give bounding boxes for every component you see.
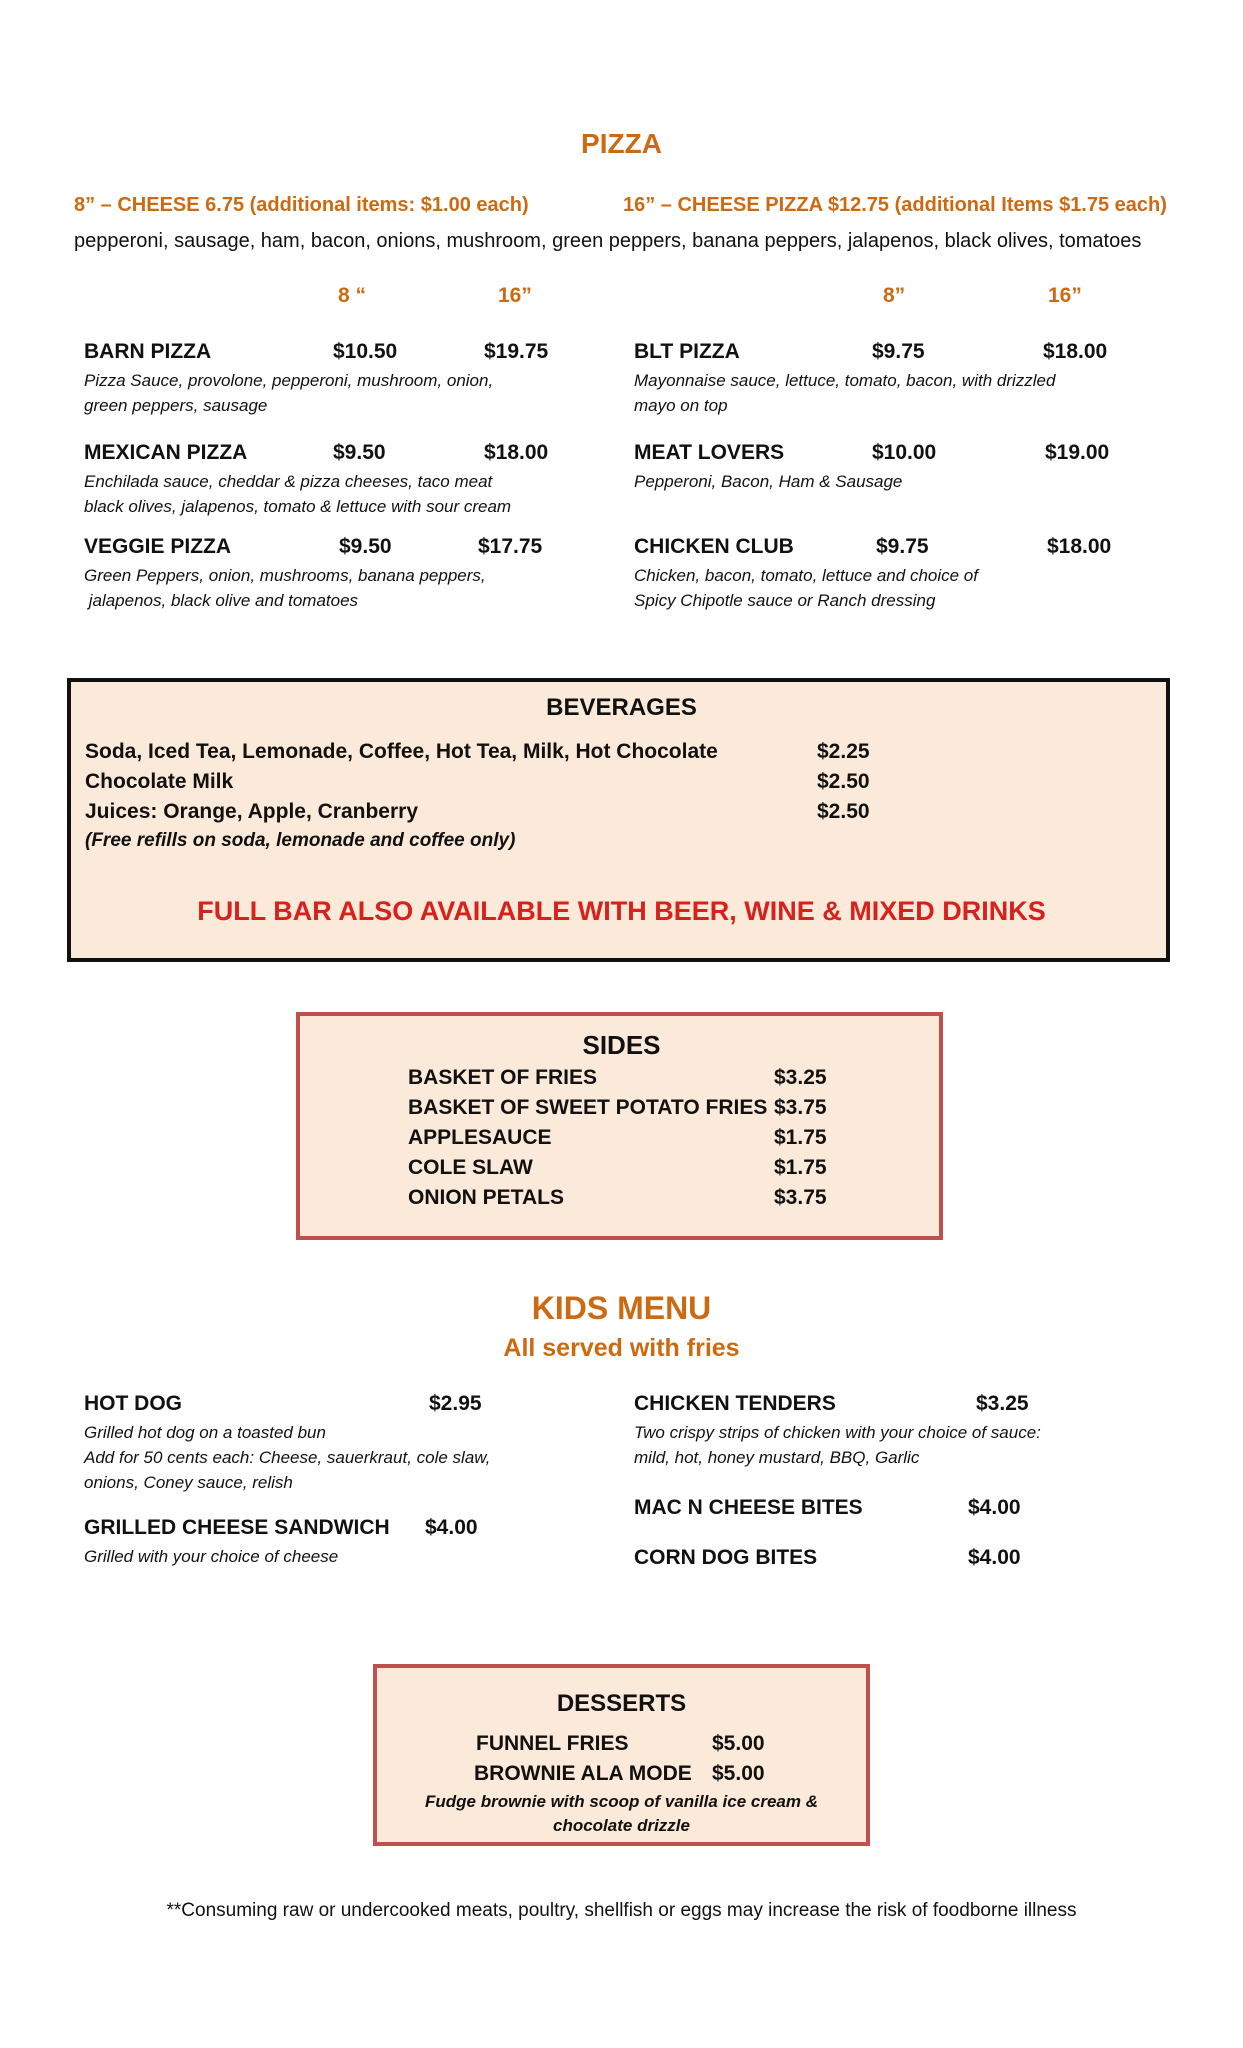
side-item: APPLESAUCE xyxy=(408,1126,552,1149)
dessert-price: $5.00 xyxy=(712,1762,765,1785)
pizza-desc-line1: Pizza Sauce, provolone, pepperoni, mushroom, onion, xyxy=(84,371,494,390)
beverage-price: $2.50 xyxy=(817,800,870,823)
pizza-desc-line1: Mayonnaise sauce, lettuce, tomato, bacon, with drizzled xyxy=(634,371,1056,390)
left-header-16: 16” xyxy=(498,284,532,307)
beverage-item: Soda, Iced Tea, Lemonade, Coffee, Hot Tea, Milk, Hot Chocolate xyxy=(85,740,718,763)
kids-item-desc: Add for 50 cents each: Cheese, sauerkraut, cole slaw, xyxy=(84,1448,491,1467)
pizza-8-inch-pricing: 8” – CHEESE 6.75 (additional items: $1.00 each) xyxy=(74,194,529,216)
pizza-price-16: $18.00 xyxy=(484,441,549,464)
dessert-item: FUNNEL FRIES xyxy=(476,1732,629,1755)
pizza-price-16: $18.00 xyxy=(1047,535,1112,558)
dessert-item: BROWNIE ALA MODE xyxy=(474,1762,692,1785)
pizza-price-16: $19.75 xyxy=(484,340,549,363)
pizza-desc-line1: Green Peppers, onion, mushrooms, banana peppers, xyxy=(84,566,486,585)
pizza-desc-line2: mayo on top xyxy=(634,396,728,415)
food-safety-disclaimer: **Consuming raw or undercooked meats, poultry, shellfish or eggs may increase the risk of foodborne illness xyxy=(166,1900,1077,1921)
side-item: ONION PETALS xyxy=(408,1186,564,1209)
pizza-item-name: CHICKEN CLUB xyxy=(634,535,794,558)
left-header-8: 8 “ xyxy=(338,284,367,307)
dessert-desc-line1: Fudge brownie with scoop of vanilla ice cream & xyxy=(425,1792,818,1811)
pizza-desc-line2: Spicy Chipotle sauce or Ranch dressing xyxy=(634,591,936,610)
side-item: COLE SLAW xyxy=(408,1156,533,1179)
side-price: $3.75 xyxy=(774,1186,827,1209)
pizza-desc-line2: black olives, jalapenos, tomato & lettuce with sour cream xyxy=(84,497,512,516)
pizza-toppings-list: pepperoni, sausage, ham, bacon, onions, mushroom, green peppers, banana peppers, jalapenos, black olives, tomatoes xyxy=(74,230,1142,252)
beverage-price: $2.25 xyxy=(817,740,870,763)
pizza-price-16: $18.00 xyxy=(1043,340,1108,363)
beverage-price: $2.50 xyxy=(817,770,870,793)
kids-item-name: CORN DOG BITES xyxy=(634,1546,818,1569)
side-item: BASKET OF SWEET POTATO FRIES xyxy=(408,1096,768,1119)
kids-item-price: $3.25 xyxy=(976,1392,1029,1415)
pizza-desc-line1: Enchilada sauce, cheddar & pizza cheeses, taco meat xyxy=(84,472,493,491)
sides-title: SIDES xyxy=(582,1030,661,1060)
pizza-title: PIZZA xyxy=(581,128,662,159)
pizza-item-name: BARN PIZZA xyxy=(84,340,212,363)
pizza-item-name: MEXICAN PIZZA xyxy=(84,441,248,464)
kids-item-desc: mild, hot, honey mustard, BBQ, Garlic xyxy=(634,1448,920,1467)
beverage-refill-note: (Free refills on soda, lemonade and coffee only) xyxy=(85,830,516,851)
pizza-item-name: BLT PIZZA xyxy=(634,340,740,363)
side-price: $1.75 xyxy=(774,1126,827,1149)
kids-menu-subtitle: All served with fries xyxy=(503,1334,740,1362)
pizza-price-8: $10.00 xyxy=(872,441,937,464)
side-price: $3.75 xyxy=(774,1096,827,1119)
pizza-price-8: $9.50 xyxy=(333,441,386,464)
pizza-price-8: $9.75 xyxy=(872,340,925,363)
pizza-desc-line2: green peppers, sausage xyxy=(84,396,268,415)
kids-item-price: $4.00 xyxy=(968,1496,1021,1519)
pizza-price-8: $9.75 xyxy=(876,535,929,558)
full-bar-notice: FULL BAR ALSO AVAILABLE WITH BEER, WINE & MIXED DRINKS xyxy=(197,896,1046,926)
desserts-title: DESSERTS xyxy=(556,1690,687,1717)
right-header-8: 8” xyxy=(883,284,906,307)
beverage-item: Juices: Orange, Apple, Cranberry xyxy=(85,800,418,823)
dessert-desc-line2: chocolate drizzle xyxy=(553,1816,690,1835)
beverages-title: BEVERAGES xyxy=(546,694,697,721)
side-price: $1.75 xyxy=(774,1156,827,1179)
pizza-desc-line2: jalapenos, black olive and tomatoes xyxy=(84,591,359,610)
kids-item-name: MAC N CHEESE BITES xyxy=(634,1496,863,1519)
kids-item-price: $4.00 xyxy=(425,1516,478,1539)
pizza-price-16: $17.75 xyxy=(478,535,543,558)
beverage-item: Chocolate Milk xyxy=(85,770,234,793)
kids-item-desc: Grilled hot dog on a toasted bun xyxy=(84,1423,326,1442)
kids-item-name: HOT DOG xyxy=(84,1392,182,1415)
kids-item-price: $4.00 xyxy=(968,1546,1021,1569)
kids-item-price: $2.95 xyxy=(429,1392,482,1415)
pizza-item-name: VEGGIE PIZZA xyxy=(84,535,232,558)
kids-item-name: CHICKEN TENDERS xyxy=(634,1392,836,1415)
dessert-price: $5.00 xyxy=(712,1732,765,1755)
kids-item-desc: Two crispy strips of chicken with your choice of sauce: xyxy=(634,1423,1041,1442)
pizza-price-16: $19.00 xyxy=(1045,441,1110,464)
pizza-16-inch-pricing: 16” – CHEESE PIZZA $12.75 (additional Items $1.75 each) xyxy=(623,194,1167,216)
pizza-item-name: MEAT LOVERS xyxy=(634,441,785,464)
pizza-desc-line1: Chicken, bacon, tomato, lettuce and choice of xyxy=(634,566,978,585)
pizza-price-8: $10.50 xyxy=(333,340,398,363)
pizza-price-8: $9.50 xyxy=(339,535,392,558)
kids-item-desc: onions, Coney sauce, relish xyxy=(84,1473,293,1492)
right-header-16: 16” xyxy=(1048,284,1082,307)
kids-item-name: GRILLED CHEESE SANDWICH xyxy=(84,1516,390,1539)
kids-menu-title: KIDS MENU xyxy=(531,1290,712,1326)
kids-item-desc: Grilled with your choice of cheese xyxy=(84,1547,339,1566)
side-price: $3.25 xyxy=(774,1066,827,1089)
pizza-desc-line1: Pepperoni, Bacon, Ham & Sausage xyxy=(634,472,903,491)
side-item: BASKET OF FRIES xyxy=(408,1066,598,1089)
